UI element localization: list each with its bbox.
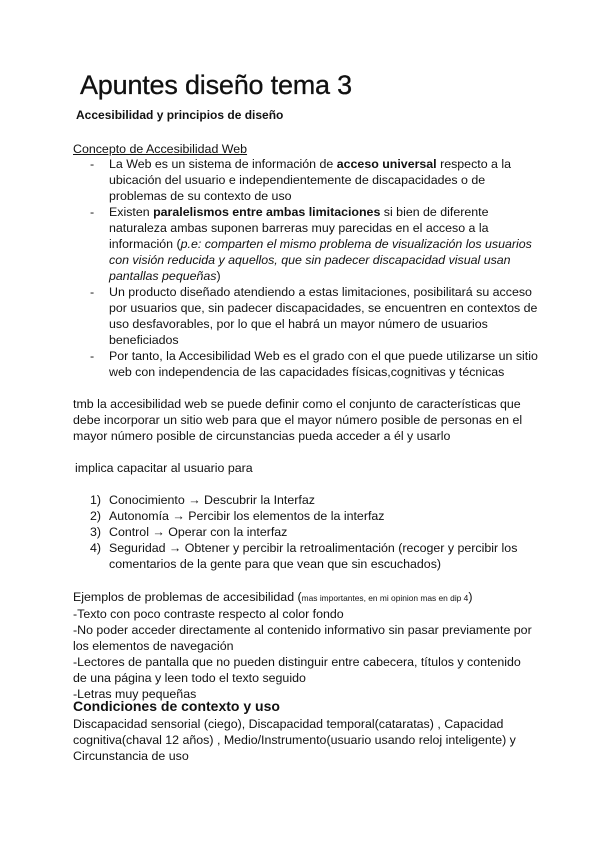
item-text: Por tanto, la Accesibilidad Web es el grado con el que puede utilizarse un sitio web con independencia de las capacidades físicas,cognitivas y técnicas — [109, 349, 538, 379]
item-text: La Web es un sistema de información de — [109, 157, 337, 171]
example-line: -No poder acceder directamente al contenido informativo sin pasar previamente por los elementos de navegación — [73, 623, 532, 653]
examples-block — [73, 589, 535, 702]
examples-intro-close: ) — [468, 590, 473, 604]
examples-intro-text: Ejemplos de problemas de accesibilidad ( — [73, 590, 302, 604]
item-text: ) — [216, 269, 221, 283]
section-heading-accesibilidad-web: Concepto de Accesibilidad Web — [73, 142, 248, 156]
list-number: 3) — [90, 525, 102, 539]
item-text: respecto a la ubicación del usuario e independientemente de discapacidades o de problemas de su contexto de uso — [109, 157, 512, 203]
example-line: -Letras muy pequeñas — [73, 687, 197, 701]
item-text: Un producto diseñado atendiendo a estas limitaciones, posibilitará su acceso por usuarios que, sin padecer discapacidades, se encuentren en contextos de uso desfavorables, por lo que el habrá un mayor número de usuarios beneficiados — [109, 285, 538, 347]
document-title: Apuntes diseño tema 3 — [80, 70, 352, 100]
concept-list — [73, 156, 543, 380]
list-item-text: Seguridad → Obtener y percibir la retroalimentación (recoger y percibir los comentarios de la gente para que vean que sin escuchados) — [109, 541, 518, 571]
item-text: si bien de diferente naturaleza ambas suponen barreras muy parecidas en el acceso a la información ( — [109, 205, 489, 251]
list-item — [73, 508, 533, 524]
list-item — [73, 540, 533, 572]
item-bold-text: paralelismos entre ambas limitaciones — [153, 205, 381, 219]
examples-note: mas importantes, en mi opinion mas en dip 4 — [301, 593, 469, 603]
list-item-text: Conocimiento → Descubrir la Interfaz — [109, 493, 315, 507]
example-line: -Lectores de pantalla que no pueden distinguir entre cabecera, títulos y contenido de una página y leen todo el texto seguido — [73, 655, 521, 685]
conditions-heading: Condiciones de contexto y uso — [73, 698, 280, 714]
examples-intro — [73, 589, 535, 606]
list-item-text: Autonomía → Percibir los elementos de la interfaz — [109, 509, 385, 523]
list-item — [73, 204, 543, 284]
conditions-text: Discapacidad sensorial (ciego), Discapacidad temporal(cataratas) , Capacidad cognitiva(chaval 12 años) , Medio/Instrumento(usuario usando reloj inteligente) y Circunstancia de uso — [73, 717, 516, 763]
document-subtitle: Accesibilidad y principios de diseño — [76, 108, 284, 122]
item-italic-text: p.e: comparten el mismo problema de visualización los usuarios con visión reducida y aquellos, que sin padecer discapacidad visual usan pantallas pequeñas — [109, 237, 532, 283]
list-item — [73, 156, 543, 204]
example-line: -Texto con poco contraste respecto al color fondo — [73, 607, 344, 621]
list-item — [73, 348, 543, 380]
list-item — [73, 284, 543, 348]
capabilities-list — [73, 492, 533, 572]
definition-paragraph: tmb la accesibilidad web se puede definir como el conjunto de características que debe incorporar un sitio web para que el mayor número posible de personas en el mayor número posible de circunstancias pueda acceder a él y usarlo — [73, 397, 523, 443]
list-item — [73, 524, 533, 540]
item-text: Existen — [109, 205, 154, 219]
implies-paragraph: implica capacitar al usuario para — [75, 461, 253, 475]
list-number: 1) — [90, 493, 102, 507]
list-number: 2) — [90, 509, 102, 523]
list-item — [73, 492, 533, 508]
list-item-text: Control → Operar con la interfaz — [109, 525, 288, 539]
list-number: 4) — [90, 541, 102, 555]
item-bold-text: acceso universal — [336, 157, 437, 171]
